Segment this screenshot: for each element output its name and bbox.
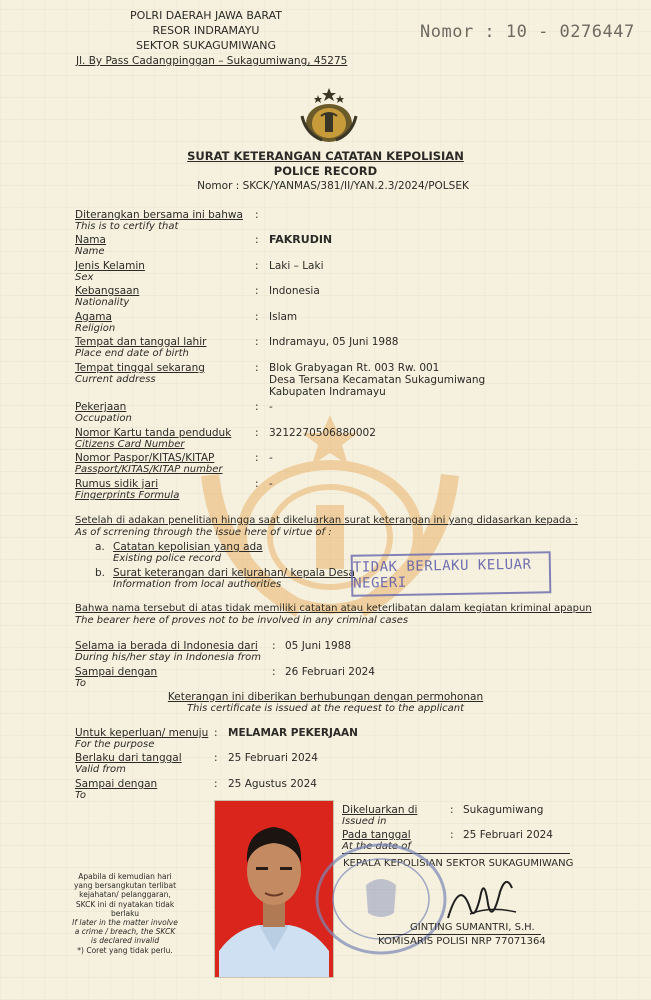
stamp-text: TIDAK BERLAKU KELUAR NEGERI xyxy=(352,556,532,592)
field-colon: : xyxy=(255,478,259,490)
note-line: berlaku xyxy=(110,908,139,918)
basis-a-text: Catatan kepolisian yang ada xyxy=(113,541,263,553)
field-colon: : xyxy=(255,452,259,464)
valid-from-label-en: Valid from xyxy=(75,764,126,775)
basis-text: Setelah di adakan penelitian hingga saat dikeluarkan surat keterangan ini yang didasarkan kepada : xyxy=(75,515,578,526)
field-label-fingerprints-en: Fingerprints Formula xyxy=(75,490,180,501)
issued-date-value: 25 Februari 2024 xyxy=(463,829,553,841)
field-label-sex: Jenis Kelamin xyxy=(75,260,145,272)
serial-number: Nomor : 10 - 0276447 xyxy=(420,22,635,42)
stay-colon: : xyxy=(272,666,276,678)
field-label-nationality: Kebangsaan xyxy=(75,285,140,297)
field-value-address-line1: Blok Grabyagan Rt. 003 Rw. 001 xyxy=(269,362,440,374)
valid-until-label: Sampai dengan xyxy=(75,778,158,790)
field-label-passport: Nomor Paspor/KITAS/KITAP xyxy=(75,452,215,464)
note-line: SKCK ini di nyatakan tidak xyxy=(75,899,175,909)
stay-from-value: 05 Juni 1988 xyxy=(285,640,352,652)
purpose-colon: : xyxy=(214,778,218,790)
field-label-religion: Agama xyxy=(75,311,112,323)
org-line-1: POLRI DAERAH JAWA BARAT xyxy=(130,9,282,22)
field-value-id-card: 3212270506880002 xyxy=(269,427,376,439)
request-text-en: This certificate is issued at the request to the applicant xyxy=(186,703,465,714)
field-colon: : xyxy=(255,362,259,374)
intro-label-en: This is to certify that xyxy=(75,221,179,232)
field-value-sex: Laki – Laki xyxy=(269,260,324,272)
document-number: Nomor : SKCK/YANMAS/381/II/YAN.2.3/2024/POLSEK xyxy=(197,180,469,192)
field-label-nationality-en: Nationality xyxy=(75,297,130,308)
signer-name: GINTING SUMANTRI, S.H. xyxy=(410,922,535,933)
field-label-sex-en: Sex xyxy=(75,272,94,283)
field-value-religion: Islam xyxy=(269,311,298,323)
field-colon: : xyxy=(255,311,259,323)
signer-divider xyxy=(377,934,541,935)
note-line-en: a crime / breach, the SKCK xyxy=(74,927,176,937)
field-value-fingerprints: - xyxy=(269,478,273,490)
note-footnote: *) Coret yang tidak perlu. xyxy=(77,945,173,955)
field-label-occupation: Pekerjaan xyxy=(75,401,127,413)
note-line: yang bersangkutan terlibat xyxy=(73,881,177,891)
org-address: Jl. By Pass Cadangpinggan – Sukagumiwang, 45275 xyxy=(76,55,348,67)
document-title: SURAT KETERANGAN CATATAN KEPOLISIAN xyxy=(187,149,464,163)
field-label-address-en: Current address xyxy=(75,374,156,385)
valid-until-value: 25 Agustus 2024 xyxy=(228,778,317,790)
invalid-abroad-stamp xyxy=(351,551,552,596)
valid-from-value: 25 Februari 2024 xyxy=(228,752,318,764)
issued-at-label: Dikeluarkan di xyxy=(342,804,418,816)
issued-at-label-en: Issued in xyxy=(342,816,387,827)
purpose-label-en: For the purpose xyxy=(75,739,155,750)
valid-from-label: Berlaku dari tanggal xyxy=(75,752,182,764)
issued-date-label: Pada tanggal xyxy=(342,829,411,841)
stay-from-label: Selama ia berada di Indonesia dari xyxy=(75,640,258,652)
stay-from-label-en: During his/her stay in Indonesia from xyxy=(75,652,261,663)
field-colon: : xyxy=(255,401,259,413)
issued-at-value: Sukagumiwang xyxy=(463,804,544,816)
purpose-colon: : xyxy=(214,727,218,739)
field-value-nationality: Indonesia xyxy=(269,285,320,297)
note-line-en: If later in the matter involve xyxy=(72,918,178,928)
issued-colon: : xyxy=(450,804,454,816)
org-line-3: SEKTOR SUKAGUMIWANG xyxy=(135,39,277,52)
field-label-name-en: Name xyxy=(75,246,105,257)
field-value-address-line3: Kabupaten Indramayu xyxy=(269,386,386,398)
field-value-passport: - xyxy=(269,452,273,464)
field-label-id-card: Nomor Kartu tanda penduduk xyxy=(75,427,232,439)
stay-to-label-en: To xyxy=(75,678,86,689)
stay-to-value: 26 Februari 2024 xyxy=(285,666,375,678)
basis-b-text-en: Information from local authorities xyxy=(113,579,282,590)
field-value-name: FAKRUDIN xyxy=(269,233,333,246)
field-label-id-card-en: Citizens Card Number xyxy=(75,439,185,450)
field-label-occupation-en: Occupation xyxy=(75,413,132,424)
field-label-address: Tempat tinggal sekarang xyxy=(75,362,205,374)
field-label-passport-en: Passport/KITAS/KITAP number xyxy=(75,464,223,475)
basis-a-text-en: Existing police record xyxy=(113,553,221,564)
field-label-name: Nama xyxy=(75,234,106,246)
police-emblem-icon xyxy=(296,86,362,144)
purpose-label: Untuk keperluan/ menuju xyxy=(75,727,209,739)
stay-to-label: Sampai dengan xyxy=(75,666,158,678)
field-colon: : xyxy=(255,260,259,272)
field-label-religion-en: Religion xyxy=(75,323,116,334)
field-label-fingerprints: Rumus sidik jari xyxy=(75,478,159,490)
field-colon: : xyxy=(255,285,259,297)
note-line: Apabila di kemudian hari xyxy=(78,872,172,881)
intro-label: Diterangkan bersama ini bahwa xyxy=(75,209,243,221)
field-value-birth: Indramayu, 05 Juni 1988 xyxy=(269,336,399,348)
issuing-office: KEPALA KEPOLISIAN SEKTOR SUKAGUMIWANG xyxy=(343,858,574,869)
org-line-2: RESOR INDRAMAYU xyxy=(152,24,260,37)
issued-date-label-en: At the date of xyxy=(342,841,411,852)
valid-until-label-en: To xyxy=(75,790,86,801)
field-value-address-line2: Desa Tersana Kecamatan Sukagumiwang xyxy=(269,374,486,386)
statement-text: Bahwa nama tersebut di atas tidak memiliki catatan atau keterlibatan dalam kegiatan kriminal apapun xyxy=(75,603,592,614)
statement-text-en: The bearer here of proves not to be involved in any criminal cases xyxy=(75,615,409,626)
validity-note xyxy=(60,872,190,955)
note-line: kejahatan/ pelanggaran, xyxy=(79,890,171,900)
signature-icon xyxy=(440,868,520,930)
intro-colon: : xyxy=(255,209,259,221)
note-line-en: is declared invalid xyxy=(90,936,160,946)
basis-text-en: As of scrrening through the issue here of virtue of : xyxy=(75,527,332,538)
purpose-value: MELAMAR PEKERJAAN xyxy=(228,727,358,739)
field-colon: : xyxy=(255,427,259,439)
field-label-birth-en: Place end date of birth xyxy=(75,348,189,359)
basis-b-text: Surat keterangan dari kelurahan/ kepala Desa xyxy=(113,567,355,579)
issued-colon: : xyxy=(450,829,454,841)
field-colon: : xyxy=(255,234,259,246)
field-label-birth: Tempat dan tanggal lahir xyxy=(75,336,207,348)
stay-colon: : xyxy=(272,640,276,652)
field-colon: : xyxy=(255,336,259,348)
basis-a-marker: a. xyxy=(95,541,105,553)
signer-rank: KOMISARIS POLISI NRP 77071364 xyxy=(378,936,546,947)
basis-b-marker: b. xyxy=(95,567,106,579)
purpose-colon: : xyxy=(214,752,218,764)
field-value-occupation: - xyxy=(269,401,273,413)
document-title-en: POLICE RECORD xyxy=(273,164,378,178)
request-text: Keterangan ini diberikan berhubungan dengan permohonan xyxy=(167,691,484,703)
